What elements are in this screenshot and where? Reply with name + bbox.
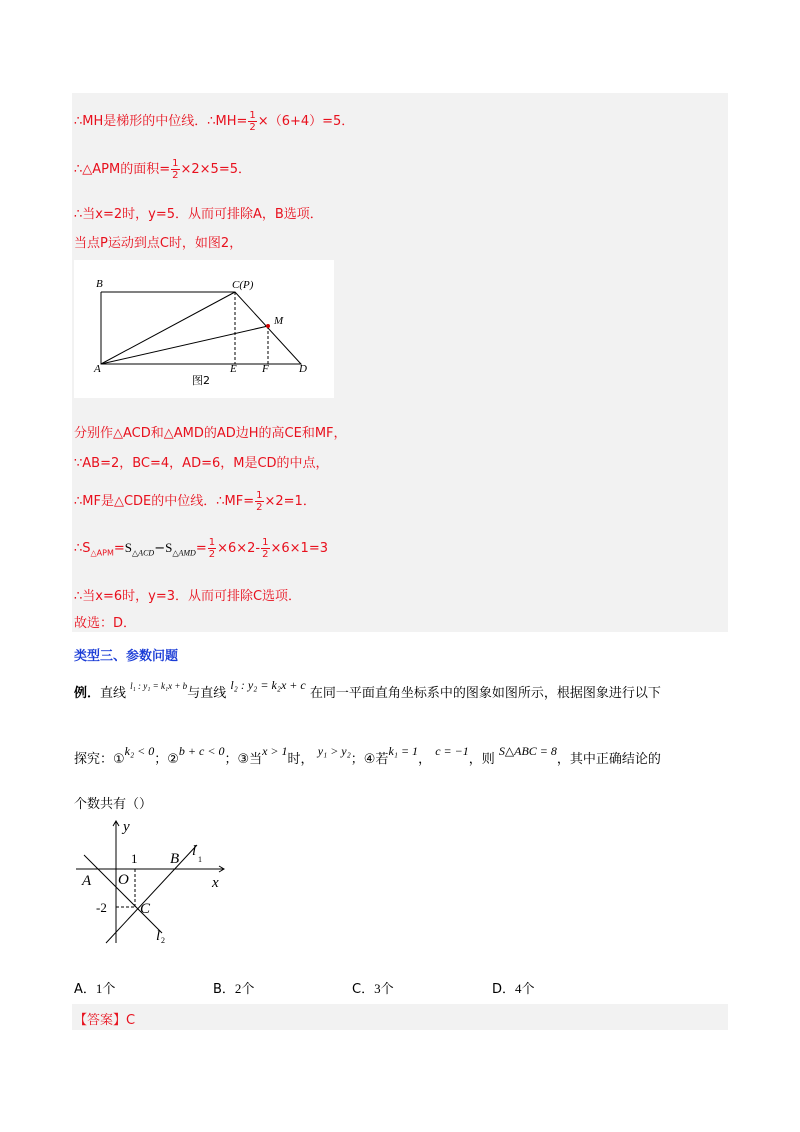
segment-ac xyxy=(101,292,235,364)
point-m xyxy=(266,324,270,328)
option-a[interactable] xyxy=(74,978,115,997)
line-l1 xyxy=(106,845,197,943)
cond-3a: x > 1 xyxy=(262,744,288,758)
label-c: C xyxy=(140,901,151,917)
solution-line-choice: 故选：D． xyxy=(74,616,137,631)
solution-line-heights: 分别作△ACD和△AMD的AD边H的高CE和MF， xyxy=(74,426,347,441)
option-a-value: 1个 xyxy=(95,981,116,996)
figure-2-caption: 图2 xyxy=(192,374,210,387)
solution-line-x2: ∴当x=2时，y=5．从而可排除A，B选项． xyxy=(74,207,323,222)
fraction-half: $\frac{1}{2}$ xyxy=(256,490,263,513)
segment-am xyxy=(101,326,268,364)
solution-line-s-apm xyxy=(74,537,328,560)
s-acd: S xyxy=(124,540,133,555)
label-a: A xyxy=(94,363,101,375)
trapezoid-outline xyxy=(101,292,301,364)
solution-line-point-c: 当点P运动到点C时，如图2， xyxy=(74,236,243,251)
option-d-value: 4个 xyxy=(515,981,535,996)
mf-text-b: ×2=1． xyxy=(264,494,316,509)
s-amd-sub: △AMD xyxy=(172,548,196,558)
cond-4c: S△ABC = 8 xyxy=(498,744,557,758)
sep-4: 时， xyxy=(287,752,314,767)
label-a: A xyxy=(82,873,92,889)
fraction-half: $\frac{1}{2}$ xyxy=(208,537,216,560)
label-l1-sub: 1 xyxy=(198,855,202,864)
answer-line xyxy=(74,1009,135,1028)
fraction-half: $\frac{1}{2}$ xyxy=(262,537,269,560)
label-c-p: C(P) xyxy=(232,279,254,291)
l1-formula: l₁ : y₁ = k₁x + b xyxy=(130,681,188,691)
sep-3: ；③当 xyxy=(224,752,263,767)
label-l2-sub: 2 xyxy=(161,936,165,945)
graph-diagram xyxy=(74,815,234,945)
sep-7: ，则 xyxy=(468,752,495,767)
label-b: B xyxy=(170,851,180,867)
mf-text-a: ∴MF是△CDE的中位线．∴MF= xyxy=(74,494,255,509)
label-x: x xyxy=(212,875,219,891)
example-label: 例． xyxy=(74,686,101,701)
label-one: 1 xyxy=(131,851,138,866)
mh-text-b: ×（6+4）=5． xyxy=(257,114,355,129)
option-c[interactable] xyxy=(352,978,394,997)
sep-2: ；② xyxy=(154,752,179,767)
s-apm-text: ∴S xyxy=(74,541,91,556)
mh-text-a: ∴MH是梯形的中位线．∴MH= xyxy=(74,114,248,129)
cond-1: k₂ < 0 xyxy=(124,744,155,758)
label-neg-two: -2 xyxy=(96,900,107,915)
solution-line-mh xyxy=(74,110,354,133)
label-d: D xyxy=(299,363,307,375)
example-text-2: 与直线 xyxy=(187,686,227,701)
option-c-value: 3个 xyxy=(374,981,394,996)
label-f: F xyxy=(262,363,269,375)
cond-4a: k₁ = 1 xyxy=(388,744,419,758)
option-c-letter: C． xyxy=(352,982,375,997)
fraction-half: $\frac{1}{2}$ xyxy=(172,158,179,181)
figure-2 xyxy=(74,260,334,398)
solution-line-given: ∵AB=2，BC=4，AD=6，M是CD的中点， xyxy=(74,456,329,471)
s-amd: S xyxy=(165,540,173,555)
label-l1: l xyxy=(192,843,197,859)
explore-text: 探究：① xyxy=(74,752,125,767)
s-acd-sub: △ACD xyxy=(132,548,155,558)
option-b-letter: B． xyxy=(213,982,235,997)
fraction-half: $\frac{1}{2}$ xyxy=(249,110,256,133)
label-y: y xyxy=(123,819,130,835)
sep-6: ， xyxy=(418,752,432,767)
line-l2 xyxy=(84,855,162,933)
option-a-letter: A． xyxy=(74,982,96,997)
s-text-c: ×6×2- xyxy=(217,541,261,556)
sep-8: ，其中正确结论的 xyxy=(556,752,661,767)
option-d-letter: D． xyxy=(492,982,516,997)
answer-value: C xyxy=(126,1013,136,1028)
label-l2: l xyxy=(156,928,161,944)
section-heading: 类型三、参数问题 xyxy=(74,649,179,664)
solution-line-area xyxy=(74,158,251,181)
solution-line-x6: ∴当x=6时，y=3．从而可排除C选项． xyxy=(74,589,302,604)
example-text-1: 直线 xyxy=(100,686,127,701)
l2-formula: l₂ : y₂ = k₂x + c xyxy=(230,678,306,692)
cond-3b: y₁ > y₂ xyxy=(317,744,351,758)
cond-2: b + c < 0 xyxy=(178,744,225,758)
label-m: M xyxy=(274,315,284,327)
s-text-d: ×6×1=3 xyxy=(270,541,328,556)
label-b: B xyxy=(96,278,103,290)
cond-4b: c = −1 xyxy=(435,744,469,758)
answer-label: 【答案】 xyxy=(74,1013,127,1028)
option-d[interactable] xyxy=(492,978,535,997)
option-b[interactable] xyxy=(213,978,254,997)
area-text-b: ×2×5=5． xyxy=(180,162,251,177)
solution-line-mf xyxy=(74,490,316,513)
area-text-a: ∴△APM的面积= xyxy=(74,162,171,177)
equals-sign-2: = xyxy=(195,541,207,556)
example-line-3: 个数共有（） xyxy=(74,797,153,812)
example-line-1 xyxy=(74,678,661,701)
option-b-value: 2个 xyxy=(234,981,255,996)
figure-2-diagram xyxy=(74,260,334,398)
example-line-2 xyxy=(74,744,661,767)
label-e: E xyxy=(230,363,237,375)
coordinate-graph xyxy=(74,815,234,945)
s-apm-sub: △APM xyxy=(90,548,114,558)
example-text-3: 在同一平面直角坐标系中的图象如图所示，根据图象进行以下 xyxy=(309,686,661,701)
label-o: O xyxy=(118,872,129,888)
equals-sign: = xyxy=(113,541,125,556)
sep-5: ；④若 xyxy=(350,752,389,767)
minus-sign: − xyxy=(154,541,166,556)
answer-background xyxy=(72,1004,728,1030)
